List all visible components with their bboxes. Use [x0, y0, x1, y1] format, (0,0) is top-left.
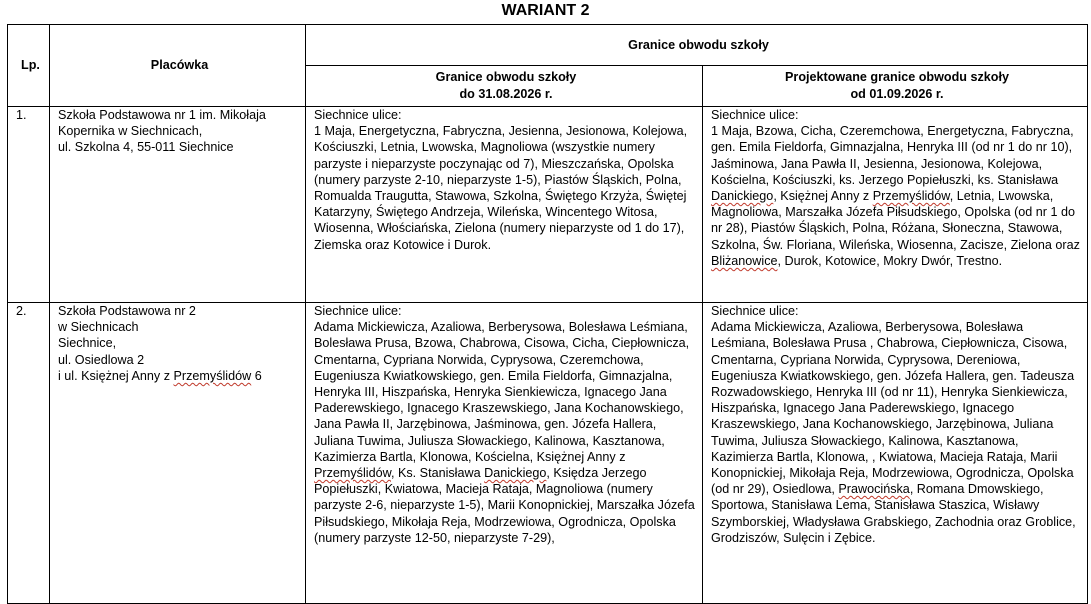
old-boundaries-cell — [306, 107, 703, 303]
streets-text: , Durok, Kotowice, Mokry Dwór, Trestno. — [777, 253, 1003, 268]
streets-text: , Romana Dmowskiego, Sportowa, Stanisława Lema, Stanisława Staszica, Wisławy Szymborskiej, Władysława Grabskiego, Zachodnia oraz Groblice, Grodziszów, Sulęcin i Zębice. — [711, 482, 1076, 545]
header-row-1 — [8, 25, 1088, 66]
spellcheck-word: Przemyślidów — [872, 189, 950, 204]
streets-text: 1 Maja, Bzowa, Cicha, Czeremchowa, Energetyczna, Fabryczna, gen. Emila Fieldorfa, Gimnazjalna, Henryka III (od nr 1 do nr 10), Jaśminowa, Jana Pawła II, Jesienna, Jesionowa, Kolejowa, Kościelna, Kościuszki, ks. Jerzego Popiełuszki, ks. Stanisława — [711, 124, 1074, 187]
header-placowka: Placówka — [50, 25, 306, 107]
school-cell — [50, 107, 306, 303]
header-new-boundaries — [703, 66, 1088, 107]
streets-heading: Siechnice ulice: — [314, 108, 402, 122]
spellcheck-word: Danickiego — [484, 466, 547, 481]
header-lp: Lp. — [8, 25, 50, 107]
school-name-line: Szkoła Podstawowa nr 1 im. Mikołaja — [58, 108, 266, 122]
streets-list — [711, 124, 1080, 268]
spellcheck-word: Bliżanowice — [711, 253, 778, 268]
spellcheck-word: Przemyślidów — [173, 368, 252, 383]
header-group-boundaries: Granice obwodu szkoły — [306, 25, 1088, 66]
school-boundaries-table — [7, 24, 1088, 604]
streets-heading: Siechnice ulice: — [314, 304, 402, 318]
spellcheck-word: Prawocińska — [838, 482, 910, 497]
school-name-line: Szkoła Podstawowa nr 2 — [58, 304, 196, 318]
streets-text: , Księżnej Anny z — [773, 189, 873, 204]
streets-text: , Letnia, Lwowska, Magnoliowa, Marszałka Józefa Piłsudskiego, Opolska (od nr 1 do nr 28), Piastów Śląskich, Polna, Różana, Słoneczna, Stawowa, Szkolna, Św. Floriana, Wileńska, Wiosenna, Zacisze, Zielona oraz — [711, 189, 1080, 252]
streets-heading: Siechnice ulice: — [711, 108, 799, 122]
spellcheck-word: Przemyślidów — [314, 466, 391, 481]
spellcheck-word: Danickiego — [711, 189, 774, 204]
streets-text: , Ks. Stanisława — [390, 466, 485, 481]
new-boundaries-cell — [703, 107, 1088, 303]
table-row — [8, 303, 1088, 604]
streets-text: Adama Mickiewicza, Azaliowa, Berberysowa, Bolesława Leśmiana, Bolesława Prusa , Chabrowa, Ciepłownicza, Cisowa, Cmentarna, Cypriana Norwida, Cyprysowa, Dereniowa, Eugeniusza Kwiatkowskiego, gen. Józefa Hallera, gen. Tadeusza Rozwadowskiego, Henryka III (od nr 11), Henryka Sienkiewicza, Hiszpańska, Ignacego Jana Paderewskiego, Ignacego Kraszewskiego, Jana Kochanowskiego, Jarzębinowa, Juliana Tuwima, Juliusza Słowackiego, Kalinowa, Kasztanowa, Kazimierza Bartla, Klonowa, , Kwiatowa, Macieja Rataja, Marii Konopnickiej, Mikołaja Reja, Modrzewiowa, Ogrodnicza, Opolska (od nr 29), Osiedlowa, — [711, 320, 1075, 497]
address-text: i ul. Księżnej Anny z — [58, 368, 174, 383]
header-old-line1: Granice obwodu szkoły — [435, 70, 577, 84]
header-old-boundaries — [306, 66, 703, 107]
streets-text: , Księdza Jerzego Popiełuszki, Kwiatowa, Macieja Rataja, Magnoliowa (numery parzyste 2-6, nieparzyste 1-5), Marii Konopnickiej, Marszałka Józefa Piłsudskiego, Mikołaja Reja, Modrzewiowa, Ogrodnicza, Opolska (numery parzyste 12-50, nieparzyste 7-29), — [314, 466, 695, 545]
table-row — [8, 107, 1088, 303]
header-old-line2: do 31.08.2026 r. — [459, 87, 553, 101]
header-new-line1: Projektowane granice obwodu szkoły — [785, 70, 1009, 84]
school-name-line: Kopernika w Siechnicach, — [58, 124, 203, 139]
header-new-line2: od 01.09.2026 r. — [850, 87, 944, 101]
streets-text: Adama Mickiewicza, Azaliowa, Berberysowa, Bolesława Leśmiana, Bolesława Prusa, Bzowa, Chabrowa, Cisowa, Cicha, Ciepłownicza, Cmentarna, Cypriana Norwida, Cyprysowa, Czeremchowa, Eugeniusza Kwiatkowskiego, gen. Emila Fieldorfa, Gimnazjalna, Henryka III, Hiszpańska, Henryka Sienkiewicza, Ignacego Jana Paderewskiego, Ignacego Kraszewskiego, Jana Kochanowskiego, Jana Pawła II, Jarzębinowa, Jaśminowa, gen. Józefa Hallera, Juliana Tuwima, Juliusza Słowackiego, Kalinowa, Kasztanowa, Kazimierza Bartla, Klonowa, Kościelna, Księżnej Anny z — [314, 320, 690, 464]
new-boundaries-cell — [703, 303, 1088, 604]
document-title: WARIANT 2 — [501, 2, 590, 19]
school-cell — [50, 303, 306, 604]
streets-heading: Siechnice ulice: — [711, 304, 799, 318]
address-text: 6 — [251, 368, 262, 383]
school-address-line: Siechnice, — [58, 336, 117, 351]
school-name-line: w Siechnicach — [58, 320, 139, 335]
old-boundaries-cell — [306, 303, 703, 604]
streets-list: 1 Maja, Energetyczna, Fabryczna, Jesienna, Jesionowa, Kolejowa, Kościuszki, Letnia, Lwowska, Magnoliowa (wszystkie numery parzyste i nieparzyste poczynając od 7), Mieszczańska, Opolska (numery parzyste 2-10, nieparzyste 1-5), Piastów Śląskich, Polna, Romualda Traugutta, Stawowa, Szkolna, Świętego Krzyża, Świętej Katarzyny, Świętego Andrzeja, Wileńska, Wincentego Witosa, Wiosenna, Włościańska, Zielona (numery nieparzyste od 1 do 17), Ziemska oraz Kotowice i Durok. — [314, 124, 688, 252]
school-address-line: ul. Osiedlowa 2 — [58, 352, 145, 367]
school-address-line: ul. Szkolna 4, 55-011 Siechnice — [58, 140, 234, 155]
streets-list — [314, 320, 695, 545]
row-number: 1. — [8, 107, 50, 303]
row-number: 2. — [8, 303, 50, 604]
streets-list — [711, 320, 1076, 545]
school-address-line — [58, 368, 301, 384]
